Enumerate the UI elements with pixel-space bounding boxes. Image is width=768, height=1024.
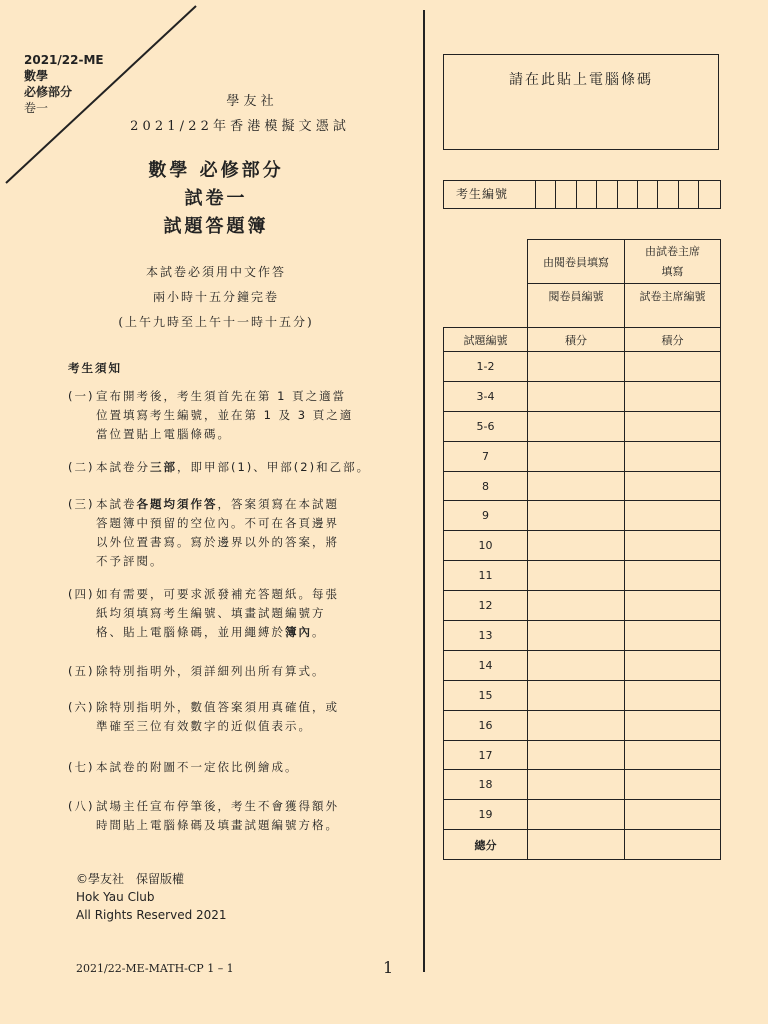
- marker-score-cell: [528, 531, 625, 561]
- candidate-digit-box: [699, 181, 719, 208]
- question-number-cell: 1-2: [444, 352, 528, 382]
- question-number-cell: 3-4: [444, 381, 528, 411]
- marker-score-cell: [528, 352, 625, 382]
- paper-code: 2021/22-ME: [24, 53, 104, 67]
- question-row: [444, 800, 721, 830]
- question-number-cell: 18: [444, 770, 528, 800]
- question-row: [444, 441, 721, 471]
- supervisor-score-cell: [625, 680, 721, 710]
- question-row: [444, 770, 721, 800]
- question-number-cell: 總分: [444, 830, 528, 860]
- title-line-3: 試題答題簿: [163, 216, 269, 237]
- marker-score-cell: [528, 441, 625, 471]
- supervisor-score-cell: [625, 770, 721, 800]
- question-row: [444, 561, 721, 591]
- info-time: (上午九時至上午十一時十五分): [118, 315, 314, 329]
- publisher: 學 友 社: [226, 94, 274, 109]
- question-number-header: 試題編號: [444, 328, 528, 352]
- supervisor-score-cell: [625, 381, 721, 411]
- marker-score-cell: [528, 471, 625, 501]
- marker-score-cell: [528, 411, 625, 441]
- supervisor-score-cell: [625, 471, 721, 501]
- question-row: [444, 471, 721, 501]
- candidate-digit-box: [536, 181, 556, 208]
- supervisor-score-cell: [625, 800, 721, 830]
- marker-score-cell: [528, 621, 625, 651]
- marker-score-cell: [528, 561, 625, 591]
- question-number-cell: 17: [444, 740, 528, 770]
- candidate-digit-box: [638, 181, 658, 208]
- marker-score-cell: [528, 501, 625, 531]
- footer-code: 2021/22-ME-MATH-CP 1 – 1: [76, 962, 234, 975]
- supervisor-score-cell: [625, 710, 721, 740]
- page-number: 1: [383, 958, 394, 977]
- question-row: [444, 531, 721, 561]
- total-row: [444, 830, 721, 860]
- question-number-cell: 9: [444, 501, 528, 531]
- supervisor-score-cell: [625, 830, 721, 860]
- notice-item-4: (四) 如有需要，可要求派發補充答題紙。每張 紙均須填寫考生編號、填畫試題編號方 格、貼上電腦條碼，並用繩縛於簿內。: [68, 587, 339, 639]
- question-row: [444, 740, 721, 770]
- marker-score-cell: [528, 591, 625, 621]
- question-number-cell: 7: [444, 441, 528, 471]
- marker-number-cell: 閱卷員編號: [528, 284, 625, 328]
- notice-heading: 考生須知: [68, 361, 122, 375]
- marker-score-cell: [528, 680, 625, 710]
- candidate-digit-box: [679, 181, 699, 208]
- notice-item-5: (五) 除特別指明外，須詳細列出所有算式。: [68, 664, 326, 678]
- question-row: [444, 381, 721, 411]
- question-number-cell: 13: [444, 621, 528, 651]
- question-number-cell: 15: [444, 680, 528, 710]
- exam-name: 2 0 2 1 / 2 2 年 香 港 模 擬 文 憑 試: [130, 119, 346, 134]
- question-number-cell: 5-6: [444, 411, 528, 441]
- supervisor-score-cell: [625, 531, 721, 561]
- score-header-supervisor: 積分: [625, 328, 721, 352]
- margin-line: [423, 10, 425, 972]
- notice-item-7: (七) 本試卷的附圖不一定依比例繪成。: [68, 760, 299, 774]
- question-number-cell: 16: [444, 710, 528, 740]
- notice-item-6: (六) 除特別指明外，數值答案須用真確值，或 準確至三位有效數字的近似值表示。: [68, 700, 339, 733]
- question-row: [444, 411, 721, 441]
- part: 必修部分: [24, 85, 73, 99]
- title-line-1: 數學 必修部分: [148, 160, 284, 181]
- score-header-marker: 積分: [528, 328, 625, 352]
- info-duration: 兩小時十五分鐘完卷: [152, 290, 279, 304]
- info-language: 本試卷必須用中文作答: [145, 265, 286, 279]
- supervisor-score-cell: [625, 591, 721, 621]
- marker-score-cell: [528, 650, 625, 680]
- subject: 數學: [24, 69, 49, 83]
- question-number-cell: 19: [444, 800, 528, 830]
- marker-score-cell: [528, 800, 625, 830]
- candidate-digit-box: [597, 181, 617, 208]
- notice-item-8: (八) 試場主任宣布停筆後，考生不會獲得額外 時間貼上電腦條碼及填畫試題編號方格。: [68, 799, 339, 832]
- candidate-digit-box: [577, 181, 597, 208]
- barcode-box: [443, 54, 719, 150]
- supervisor-score-cell: [625, 352, 721, 382]
- question-number-cell: 8: [444, 471, 528, 501]
- candidate-digit-box: [618, 181, 638, 208]
- marks-table: [443, 239, 721, 860]
- candidate-number-label: 考生編號: [444, 181, 536, 208]
- question-number-cell: 14: [444, 650, 528, 680]
- marker-score-cell: [528, 830, 625, 860]
- marker-column-header: 由閱卷員填寫: [528, 240, 625, 284]
- question-row: [444, 680, 721, 710]
- copyright: ©學友社 保留版權 Hok Yau Club All Rights Reserved 2021: [76, 872, 227, 922]
- candidate-number-field: [443, 180, 721, 209]
- supervisor-number-cell: 試卷主席編號: [625, 284, 721, 328]
- question-row: [444, 591, 721, 621]
- marker-score-cell: [528, 770, 625, 800]
- notice-item-1: (一) 宣布開考後，考生須首先在第 1 頁之適當 位置填寫考生編號，並在第 1 及 3 頁之適 當位置貼上電腦條碼。: [68, 389, 354, 441]
- barcode-label: 請在此貼上電腦條碼: [509, 72, 653, 88]
- marker-score-cell: [528, 740, 625, 770]
- question-number-cell: 10: [444, 531, 528, 561]
- question-row: [444, 501, 721, 531]
- supervisor-score-cell: [625, 621, 721, 651]
- question-number-cell: 11: [444, 561, 528, 591]
- supervisor-score-cell: [625, 501, 721, 531]
- question-row: [444, 621, 721, 651]
- supervisor-column-header: 由試卷主席 填寫: [625, 240, 721, 284]
- question-row: [444, 650, 721, 680]
- supervisor-score-cell: [625, 411, 721, 441]
- question-row: [444, 710, 721, 740]
- notice-item-3: (三) 本試卷各題均須作答，答案須寫在本試題 答題簿中預留的空位內。不可在各頁邊界 以外位置書寫。寫於邊界以外的答案，將 不予評閱。: [68, 497, 339, 568]
- notice-item-2: (二) 本試卷分三部，即甲部(1)、甲部(2)和乙部。: [68, 460, 371, 474]
- supervisor-score-cell: [625, 740, 721, 770]
- question-number-cell: 12: [444, 591, 528, 621]
- marker-score-cell: [528, 710, 625, 740]
- question-row: [444, 352, 721, 382]
- candidate-digit-box: [556, 181, 576, 208]
- title-line-2: 試卷一: [184, 188, 248, 209]
- supervisor-score-cell: [625, 441, 721, 471]
- supervisor-score-cell: [625, 650, 721, 680]
- marker-score-cell: [528, 381, 625, 411]
- paper-number: 卷一: [24, 101, 49, 115]
- supervisor-score-cell: [625, 561, 721, 591]
- candidate-digit-box: [658, 181, 678, 208]
